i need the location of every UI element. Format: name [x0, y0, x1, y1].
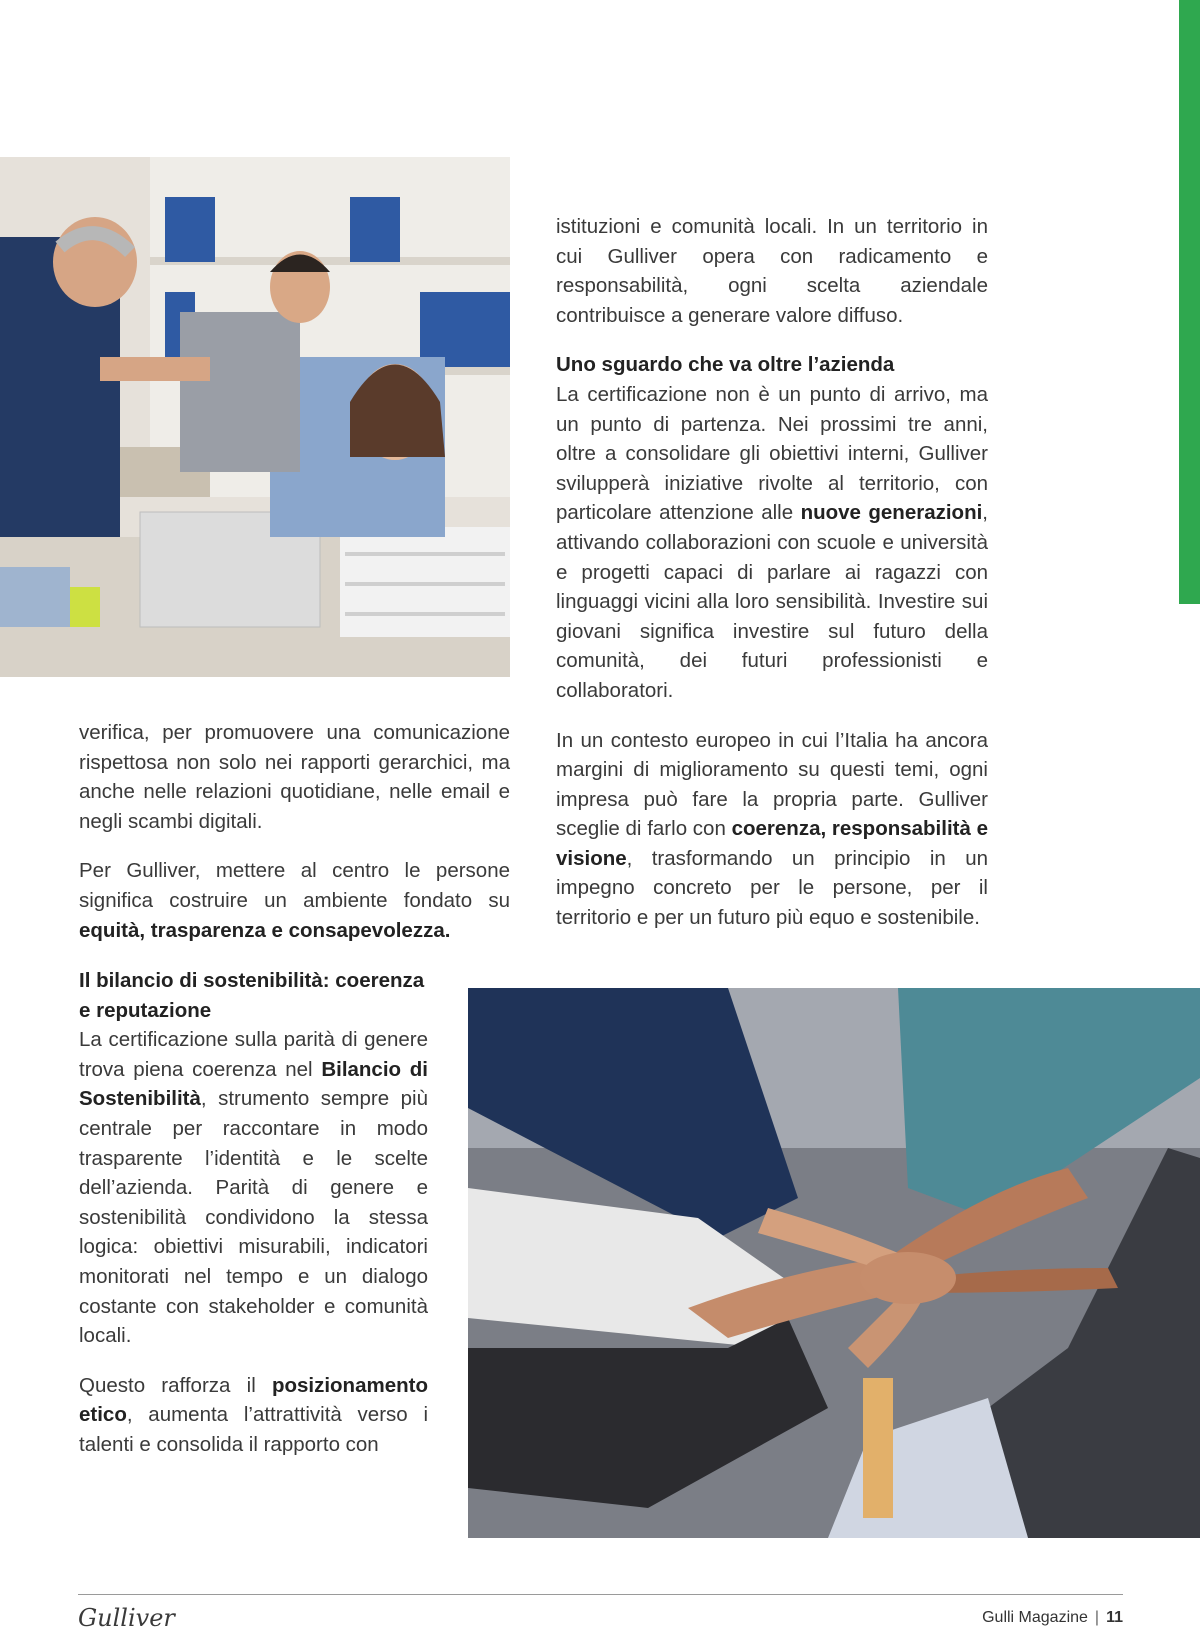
paragraph-sustainability-report: La certificazione sulla parità di genere trova piena coerenza nel Bilancio di Sostenibilità, strumento sempre più centrale per raccontare in modo trasparente l’identità e le scelte dell’azienda. Parità di genere e sostenibilità condividono la stessa logica: obiettivi misurabili, indicatori monitorati nel tempo e un dialogo costante con stakeholder e comunità locali.	[79, 1028, 428, 1348]
magazine-name: Gulli Magazine	[982, 1609, 1088, 1626]
section-heading-sustainability: Il bilancio di sostenibilità: coerenza e reputazione	[79, 969, 425, 1022]
text-column-left-bottom	[79, 966, 428, 1460]
paragraph-certification: La certificazione non è un punto di arrivo, ma un punto di partenza. Nei prossimi tre anni, oltre a consolidare gli obiettivi interni, Gulliver svilupperà iniziative rivolte al territorio, con particolare attenzione alle nuove generazioni, attivando collaborazioni con scuole e università e progetti capaci di parlare ai ragazzi con linguaggi vicini alla loro sensibilità. Investire sui giovani significa investire sul futuro della comunità, dei futuri professionisti e collaboratori.	[556, 382, 988, 702]
accent-bar	[1179, 0, 1200, 604]
paragraph-verification: verifica, per promuovere una comunicazione rispettosa non solo nei rapporti gerarchici, ma anche nelle relazioni quotidiane, nelle email e negli scambi digitali.	[79, 721, 510, 833]
footer-divider	[78, 1594, 1123, 1595]
office-photo	[0, 157, 510, 677]
gulliver-logo: Gulliver	[78, 1604, 175, 1632]
footer-separator: |	[1094, 1609, 1100, 1626]
paragraph-intro: istituzioni e comunità locali. In un territorio in cui Gulliver opera con radicamento e responsabilità, ogni scelta aziendale contribuisce a generare valore diffuso.	[556, 215, 988, 327]
emphasis-coherence: coerenza, responsabilità e visione	[556, 817, 988, 870]
emphasis-sustainability-report: Bilancio di Sostenibilità	[79, 1057, 428, 1111]
paragraph-positioning: Questo rafforza il posizionamento etico, aumenta l’attrattività verso i talenti e consolida il rapporto con	[79, 1373, 428, 1456]
page-number: 11	[1106, 1609, 1123, 1626]
paragraph-people-centre: Per Gulliver, mettere al centro le persone significa costruire un ambiente fondato su equità, trasparenza e consapevolezza.	[79, 859, 510, 942]
paragraph-european-context: In un contesto europeo in cui l’Italia ha ancora margini di miglioramento su questi temi, ogni impresa può fare la propria parte. Gulliver sceglie di farlo con coerenza, responsabilità e visione, trasformando un principio in un impegno concreto per le persone, per il territorio e per un futuro più equo e sostenibile.	[556, 728, 988, 930]
emphasis-ethical-positioning: posizionamento etico	[79, 1373, 428, 1427]
text-column-right	[556, 212, 988, 933]
emphasis-equity: equità, trasparenza e consapevolezza.	[79, 918, 451, 942]
emphasis-new-generations: nuove generazioni	[800, 501, 983, 525]
section-heading-beyond-company: Uno sguardo che va oltre l’azienda	[556, 353, 895, 377]
text-column-left-middle	[79, 718, 510, 945]
footer-page-info	[982, 1609, 1123, 1627]
team-hands-photo	[468, 988, 1200, 1538]
